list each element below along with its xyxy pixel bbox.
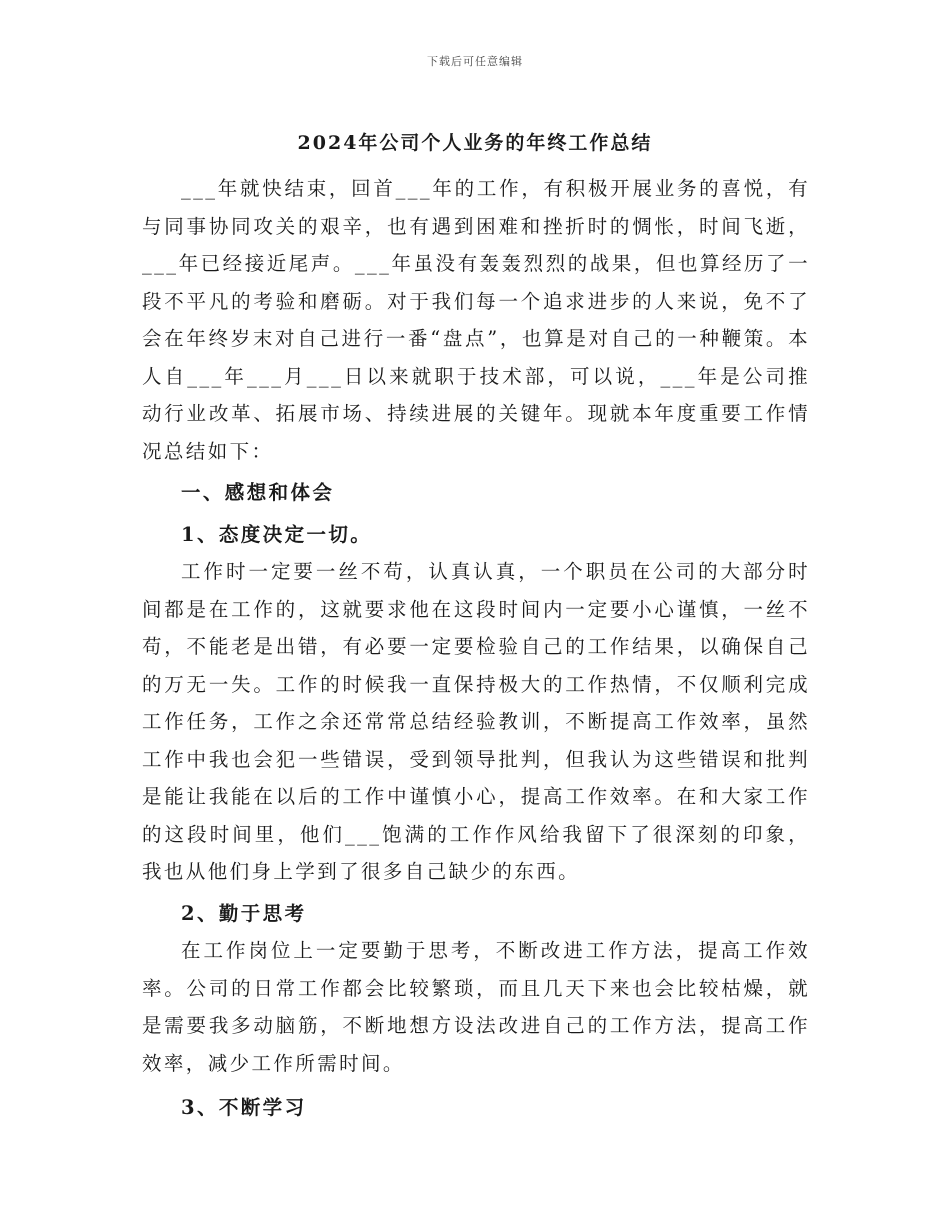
section-heading-1: 一、感想和体会 (181, 481, 335, 504)
document-body (142, 170, 810, 1127)
page-header-note: 下载后可任意编辑 (427, 55, 523, 68)
intro-paragraph: ___年就快结束，回首___年的工作，有积极开展业务的喜悦，有与同事协同攻关的艰辛，也有遇到困难和挫折时的惆怅，时间飞逝，___年已经接近尾声。___年虽没有轰轰烈烈的战果，但也算经历了一段不平凡的考验和磨砺。对于我们每一个追求进步的人来说，免不了会在年终岁末对自己进行一番“盘点”，也算是对自己的一种鞭策。本人自___年___月___日以来就职于技术部，可以说，___年是公司推动行业改革、拓展市场、持续进展的关键年。现就本年度重要工作情况总结如下： (142, 177, 810, 463)
subsection-heading-1: 1、态度决定一切。 (181, 522, 373, 546)
subsection-2-paragraph: 在工作岗位上一定要勤于思考，不断改进工作方法，提高工作效率。公司的日常工作都会比较繁琐，而且几天下来也会比较枯燥，就是需要我多动脑筋，不断地想方设法改进自己的工作方法，提高工作效率，减少工作所需时间。 (142, 939, 810, 1075)
subsection-heading-2: 2、勤于思考 (181, 901, 307, 925)
subsection-1-paragraph: 工作时一定要一丝不苟，认真认真，一个职员在公司的大部分时间都是在工作的，这就要求他在这段时间内一定要小心谨慎，一丝不苟，不能老是出错，有必要一定要检验自己的工作结果，以确保自己的万无一失。工作的时候我一直保持极大的工作热情，不仅顺利完成工作任务，工作之余还常常总结经验教训，不断提高工作效率，虽然工作中我也会犯一些错误，受到领导批判，但我认为这些错误和批判是能让我能在以后的工作中谨慎小心，提高工作效率。在和大家工作的这段时间里，他们___饱满的工作作风给我留下了很深刻的印象，我也从他们身上学到了很多自己缺少的东西。 (142, 560, 810, 883)
document-title: 2024年公司个人业务的年终工作总结 (297, 132, 653, 154)
subsection-heading-3: 3、不断学习 (181, 1096, 307, 1119)
